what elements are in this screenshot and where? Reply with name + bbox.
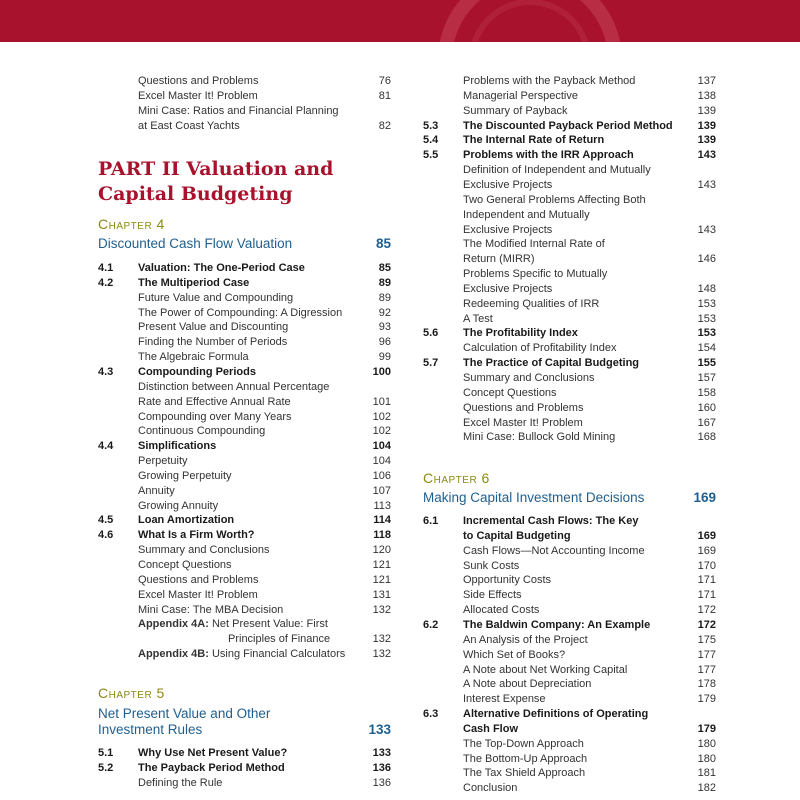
toc-entry (98, 746, 391, 761)
toc-entry (98, 89, 391, 104)
entry-title: Calculation of Profitability Index (463, 342, 617, 355)
toc-entry (98, 104, 391, 119)
entry-title: Excel Master It! Problem (138, 89, 258, 102)
toc-entry (98, 469, 391, 484)
toc-entry (98, 573, 391, 588)
toc-entry (98, 306, 391, 321)
part-title-line-2: Capital Budgeting (98, 183, 293, 205)
toc-entry (423, 603, 716, 618)
banner-arc-decoration (0, 0, 800, 42)
toc-entry (98, 484, 391, 499)
toc-entry (423, 401, 716, 416)
toc-entry (98, 632, 391, 647)
entry-title: Rate and Effective Annual Rate (138, 395, 291, 408)
page-number: 171 (697, 574, 716, 587)
entry-title: The Bottom-Up Approach (463, 752, 588, 765)
entry-title: Questions and Problems (138, 75, 259, 87)
page-number: 158 (697, 386, 716, 399)
page-number: 143 (697, 178, 716, 191)
entry-title: The Payback Period Method (138, 761, 285, 774)
toc-entry (98, 603, 391, 618)
page-number: 100 (372, 365, 391, 378)
page-number: 106 (372, 469, 391, 482)
page-number: 180 (697, 737, 716, 750)
toc-entry (423, 752, 716, 767)
entry-title: Distinction between Annual Percentage (138, 380, 330, 393)
page-number: 180 (697, 752, 716, 765)
page-number: 121 (372, 559, 391, 571)
entry-title: The Power of Compounding: A Digression (138, 306, 343, 319)
page-number: 157 (697, 372, 716, 384)
page-number: 139 (697, 104, 716, 117)
page-number: 175 (697, 633, 716, 646)
toc-entry (423, 119, 716, 134)
page-number: 99 (378, 351, 391, 364)
page-number: 181 (697, 767, 716, 780)
entry-title: Growing Annuity (138, 499, 219, 512)
page-number: 102 (372, 425, 391, 438)
entry-title: Cash Flow (463, 722, 519, 735)
page-number: 182 (697, 782, 716, 795)
entry-title: Return (MIRR) (463, 253, 535, 266)
page-number: 120 (372, 544, 391, 557)
toc-entry (423, 648, 716, 663)
page-number: 136 (372, 761, 391, 774)
toc-entry (98, 439, 391, 454)
entry-title: The Top-Down Approach (463, 737, 584, 750)
section-number: 5.4 (423, 134, 439, 147)
toc-entry (423, 781, 716, 796)
entry-title: Managerial Perspective (463, 89, 578, 102)
toc-entry (98, 647, 391, 662)
page-number: 139 (697, 134, 716, 147)
entry-title: A Note about Net Working Capital (463, 663, 628, 676)
entry-title: Compounding over Many Years (138, 410, 292, 423)
entry-title: Problems Specific to Mutually (463, 268, 608, 281)
page-number: 148 (697, 282, 716, 295)
toc-entry (98, 74, 391, 89)
page-number: 92 (378, 306, 391, 319)
page-number: 153 (697, 327, 716, 340)
entry-title: Conclusion (463, 782, 518, 795)
page-number: 118 (373, 529, 391, 542)
toc-entry (98, 410, 391, 425)
page-number: 131 (372, 588, 391, 601)
chapter-label: Chapter 5 (98, 685, 165, 701)
page-number: 132 (372, 603, 391, 616)
page-number: 179 (697, 722, 716, 735)
entry-title: Present Value and Discounting (138, 321, 289, 334)
entry-title: Which Set of Books? (463, 648, 566, 661)
entry-title: The Profitability Index (463, 327, 578, 340)
toc-entry (423, 707, 716, 722)
toc-entry (423, 618, 716, 633)
page-number: 143 (697, 223, 716, 236)
toc-entry (423, 430, 716, 445)
page-number: 170 (697, 559, 716, 572)
entry-title: Questions and Problems (138, 573, 259, 586)
chapter-label: Chapter 6 (423, 470, 490, 486)
entry-title: Opportunity Costs (463, 574, 552, 587)
chapter-page-number: 169 (693, 490, 716, 505)
toc-entry (423, 766, 716, 781)
toc-entry (98, 380, 391, 395)
page-number: 153 (697, 312, 716, 325)
toc-entry (423, 737, 716, 752)
toc-entry (98, 761, 391, 776)
section-number: 4.2 (98, 276, 114, 289)
entry-title: Alternative Definitions of Operating (463, 708, 649, 721)
entry-title: Cash Flows—Not Accounting Income (463, 544, 645, 557)
toc-entry (423, 326, 716, 341)
chapter-page-number: 133 (368, 722, 391, 737)
toc-entry (98, 543, 391, 558)
page-number: 102 (372, 410, 391, 423)
toc-entry (423, 267, 716, 282)
page-number: 136 (372, 776, 391, 789)
page-number: 171 (697, 589, 716, 602)
entry-title: Continuous Compounding (138, 425, 266, 438)
toc-entry (423, 341, 716, 356)
toc-entry (423, 529, 716, 544)
entry-title: Mini Case: Ratios and Financial Planning (138, 104, 339, 117)
toc-entry (423, 386, 716, 401)
toc-entry (423, 223, 716, 238)
toc-entry (423, 133, 716, 148)
chapter-label: Chapter 4 (98, 216, 165, 232)
toc-entry (98, 424, 391, 439)
entry-title: Why Use Net Present Value? (138, 747, 288, 759)
toc-entry (98, 320, 391, 335)
entry-title: Independent and Mutually (463, 208, 590, 221)
entry-title: Incremental Cash Flows: The Key (463, 515, 639, 527)
chapter-title-text: Making Capital Investment Decisions (423, 490, 645, 505)
entry-title: Perpetuity (138, 455, 188, 468)
toc-entry (98, 558, 391, 573)
toc-entry (423, 722, 716, 737)
entry-title: Exclusive Projects (463, 223, 553, 236)
toc-entry (98, 528, 391, 543)
entry-title: Concept Questions (463, 386, 557, 399)
entry-title: Problems with the Payback Method (463, 75, 636, 87)
toc-entry (98, 291, 391, 306)
section-number: 5.5 (423, 149, 439, 162)
toc-entry (98, 588, 391, 603)
page-number: 133 (372, 747, 391, 759)
entry-title: A Test (463, 312, 493, 325)
toc-entry (98, 119, 391, 134)
page-number: 113 (373, 499, 391, 512)
section-number: 6.1 (423, 515, 439, 527)
page-number: 160 (697, 401, 716, 414)
page-number: 96 (378, 336, 391, 349)
page-number: 169 (697, 529, 716, 542)
page-number: 168 (697, 431, 716, 444)
section-number: 4.1 (98, 262, 114, 274)
entry-title: The Modified Internal Rate of (463, 238, 605, 251)
section-number: 5.6 (423, 327, 439, 340)
toc-entry (423, 559, 716, 574)
page-number: 143 (697, 149, 716, 162)
section-number: 6.3 (423, 708, 439, 721)
toc-entry (98, 454, 391, 469)
entry-title: The Internal Rate of Return (463, 134, 605, 147)
toc-entry (423, 588, 716, 603)
entry-title: Excel Master It! Problem (463, 416, 583, 429)
page-number: 93 (378, 321, 391, 334)
toc-entry (423, 677, 716, 692)
toc-entry (423, 178, 716, 193)
entry-title: Exclusive Projects (463, 282, 553, 295)
toc-entry (423, 544, 716, 559)
entry-title: A Note about Depreciation (463, 678, 592, 691)
toc-entry (423, 252, 716, 267)
toc-entry (423, 193, 716, 208)
toc-entry (423, 692, 716, 707)
appendix-label: Appendix 4A: (138, 618, 209, 631)
entry-title: Questions and Problems (463, 401, 584, 414)
page-number: 167 (697, 416, 716, 429)
toc-entry (423, 416, 716, 431)
entry-title: Compounding Periods (138, 365, 256, 378)
entry-title: The Multiperiod Case (138, 276, 250, 289)
toc-entry (423, 74, 716, 89)
toc-entry (423, 148, 716, 163)
toc-entry (98, 499, 391, 514)
entry-title: What Is a Firm Worth? (138, 529, 255, 542)
header-banner (0, 0, 800, 42)
page-number: 89 (378, 291, 391, 304)
toc-entry (98, 276, 391, 291)
entry-title: Mini Case: Bullock Gold Mining (463, 431, 616, 444)
entry-title: Valuation: The One-Period Case (138, 262, 305, 274)
entry-title: Growing Perpetuity (138, 469, 232, 482)
page-number: 179 (697, 693, 716, 706)
section-number: 5.1 (98, 747, 114, 759)
page-number: 101 (372, 395, 391, 408)
toc-entry (423, 282, 716, 297)
entry-title: Side Effects (463, 589, 522, 602)
toc-entry (423, 514, 716, 529)
toc-entry (98, 395, 391, 410)
toc-entry (423, 208, 716, 223)
entry-title: The Discounted Payback Period Method (463, 119, 673, 132)
toc-entry (423, 312, 716, 327)
toc-entry (423, 237, 716, 252)
appendix-title: Using Financial Calculators (208, 648, 346, 661)
page-number: 104 (372, 440, 391, 453)
page-number: 172 (697, 618, 716, 631)
entry-title: Concept Questions (138, 559, 232, 571)
toc-entry (98, 335, 391, 350)
entry-title: Annuity (138, 484, 175, 497)
section-number: 4.5 (98, 514, 114, 527)
section-number: 4.4 (98, 440, 114, 453)
entry-title: Sunk Costs (463, 559, 520, 572)
entry-title: Problems with the IRR Approach (463, 149, 634, 162)
entry-title (138, 647, 345, 662)
section-number: 4.3 (98, 365, 114, 378)
toc-entry (98, 350, 391, 365)
entry-title: Loan Amortization (138, 514, 235, 527)
page-number: 139 (697, 119, 716, 132)
page-number: 89 (378, 276, 391, 289)
entry-title: Future Value and Compounding (138, 291, 294, 304)
page-number: 177 (697, 663, 716, 676)
toc-entry (423, 356, 716, 371)
section-number: 5.3 (423, 119, 439, 132)
section-number: 4.6 (98, 529, 114, 542)
toc-entry (98, 365, 391, 380)
toc-entry (98, 261, 391, 276)
page-number: 82 (378, 119, 391, 132)
entry-title: Definition of Independent and Mutually (463, 164, 651, 177)
entry-title: Interest Expense (463, 693, 546, 706)
entry-title: Finding the Number of Periods (138, 336, 288, 349)
entry-title: The Tax Shield Approach (463, 767, 586, 780)
page-number: 155 (697, 357, 716, 370)
entry-title: Simplifications (138, 440, 217, 453)
entry-title: An Analysis of the Project (463, 633, 588, 646)
page-number: 172 (697, 604, 716, 617)
page-number: 169 (697, 544, 716, 557)
toc-entry (423, 663, 716, 678)
entry-title: The Baldwin Company: An Example (463, 618, 651, 631)
part-title-line-1: PART II Valuation and (98, 158, 334, 180)
page-number: 154 (697, 342, 716, 355)
entry-title: The Practice of Capital Budgeting (463, 357, 640, 370)
page-number: 121 (372, 573, 391, 586)
chapter-title-text: Investment Rules (98, 722, 203, 737)
page-number: 114 (373, 514, 391, 527)
toc-entry (423, 573, 716, 588)
chapter-title-text: Net Present Value and Other (98, 706, 271, 721)
toc-entry (423, 297, 716, 312)
entry-title: Allocated Costs (463, 604, 540, 617)
toc-entry (98, 617, 391, 632)
entry-title: at East Coast Yachts (138, 119, 240, 132)
page-number: 132 (372, 633, 391, 646)
appendix-title: Net Present Value: First (208, 618, 328, 631)
page-number: 132 (372, 648, 391, 661)
toc-entry (98, 513, 391, 528)
entry-title: Summary of Payback (463, 104, 568, 117)
appendix-label: Appendix 4B: (138, 648, 209, 661)
entry-title: Redeeming Qualities of IRR (463, 297, 600, 310)
entry-title: Excel Master It! Problem (138, 588, 258, 601)
chapter-title-text: Discounted Cash Flow Valuation (98, 236, 293, 251)
toc-entry (423, 633, 716, 648)
toc-entry (423, 371, 716, 386)
chapter-page-number: 85 (375, 236, 391, 251)
page-number: 85 (378, 262, 391, 274)
page-number: 138 (697, 89, 716, 102)
section-number: 6.2 (423, 618, 439, 631)
toc-entry (423, 163, 716, 178)
page-number: 177 (697, 648, 716, 661)
page-number: 153 (697, 297, 716, 310)
toc-entry (423, 104, 716, 119)
entry-title: The Algebraic Formula (138, 351, 249, 364)
entry-title (138, 617, 328, 632)
section-number: 5.2 (98, 761, 114, 774)
toc-entry (423, 89, 716, 104)
page-number: 107 (372, 484, 391, 497)
page-number: 81 (378, 89, 391, 102)
entry-title: Exclusive Projects (463, 178, 553, 191)
entry-title: Principles of Finance (228, 633, 331, 646)
page-number: 76 (378, 75, 391, 87)
page-number: 137 (697, 75, 716, 87)
entry-title: Defining the Rule (138, 776, 223, 789)
page-number: 146 (697, 253, 716, 266)
section-number: 5.7 (423, 357, 439, 370)
entry-title: Summary and Conclusions (463, 372, 595, 384)
entry-title: Mini Case: The MBA Decision (138, 603, 284, 616)
entry-title: Two General Problems Affecting Both (463, 193, 646, 206)
page-number: 104 (372, 455, 391, 468)
page-number: 178 (697, 678, 716, 691)
entry-title: Summary and Conclusions (138, 544, 270, 557)
entry-title: to Capital Budgeting (463, 529, 571, 542)
toc-entry (98, 776, 391, 791)
